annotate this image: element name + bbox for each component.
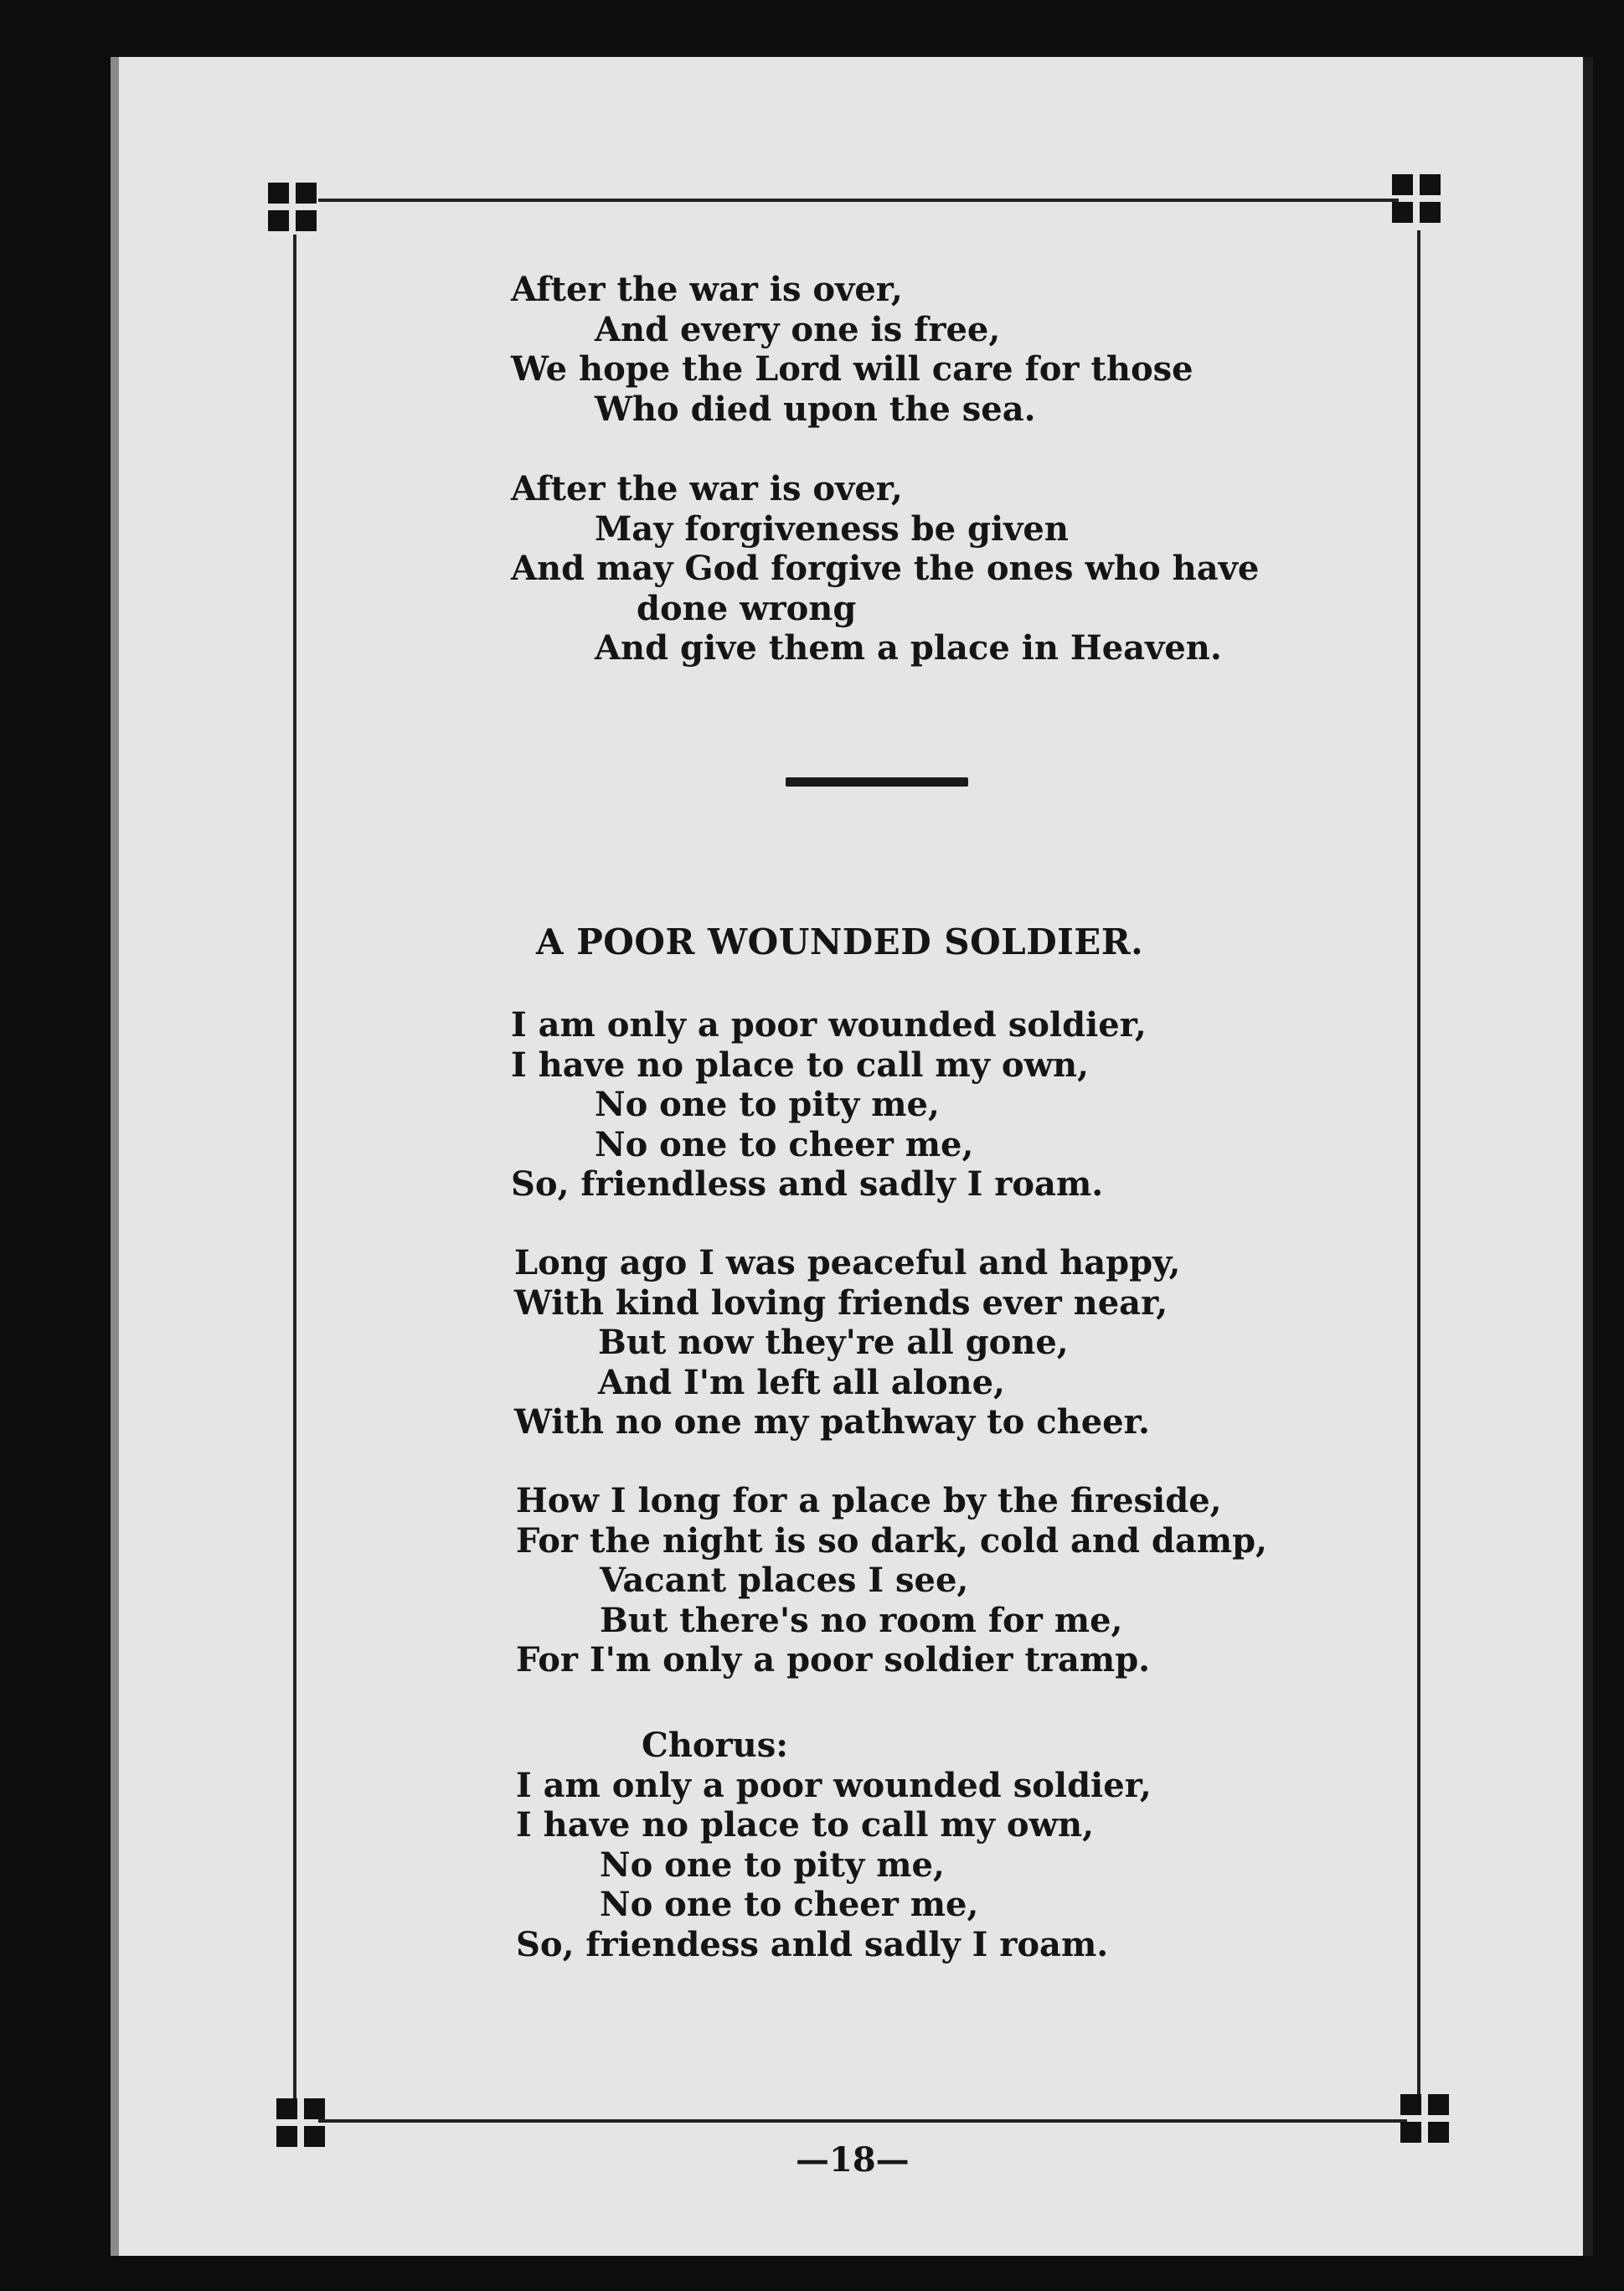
- poem-line: Long ago I was peaceful and happy,: [514, 1243, 1181, 1282]
- poem-line: And every one is free,: [595, 309, 1001, 349]
- section-divider: [786, 777, 968, 787]
- poem-line: After the war is over,: [511, 469, 903, 508]
- poem-line: And may God forgive the ones who have: [511, 549, 1260, 588]
- stanza-block-top-1: [511, 270, 1194, 429]
- poem-line: done wrong: [637, 588, 857, 628]
- poem-line: For I'm only a poor soldier tramp.: [516, 1640, 1151, 1680]
- poem-line: No one to pity me,: [595, 1085, 940, 1124]
- stanza-block-3: [516, 1481, 1267, 1680]
- poem-line: Who died upon the sea.: [595, 389, 1036, 429]
- poem-line: May forgiveness be given: [595, 508, 1069, 549]
- poem-line: But there's no room for me,: [600, 1600, 1123, 1640]
- stanza-block-2: [514, 1243, 1180, 1442]
- poem-line: With no one my pathway to cheer.: [514, 1402, 1150, 1442]
- frame-bottom-line: [318, 2119, 1407, 2123]
- poem-line: No one to cheer me,: [600, 1885, 979, 1924]
- poem-line: I am only a poor wounded soldier,: [516, 1765, 1152, 1805]
- corner-ornament-bottom-left: [276, 2098, 325, 2147]
- poem-line: We hope the Lord will care for those: [511, 349, 1194, 389]
- poem-line: So, friendess anld sadly I roam.: [516, 1924, 1109, 1964]
- poem-line: I have no place to call my own,: [516, 1805, 1095, 1845]
- stanza-block-1: [511, 1005, 1147, 1205]
- chorus-label: Chorus:: [642, 1726, 789, 1765]
- poem-line: After the war is over,: [511, 270, 903, 309]
- page-edge: [1583, 57, 1593, 2256]
- poem-line: For the night is so dark, cold and damp,: [516, 1520, 1267, 1561]
- frame-left-line: [293, 235, 296, 2099]
- corner-ornament-top-left: [268, 183, 317, 231]
- poem-title: A POOR WOUNDED SOLDIER.: [536, 921, 1144, 962]
- poem-line: But now they're all gone,: [598, 1323, 1069, 1362]
- chorus-block: [516, 1726, 1152, 1964]
- poem-line: With kind loving friends ever near,: [514, 1282, 1168, 1323]
- poem-line: I have no place to call my own,: [511, 1045, 1090, 1085]
- poem-line: I am only a poor wounded soldier,: [511, 1005, 1147, 1045]
- stanza-block-top-2: [511, 469, 1259, 668]
- poem-line: No one to pity me,: [600, 1845, 945, 1885]
- page-number: —18—: [796, 2140, 910, 2180]
- poem-line: And give them a place in Heaven.: [595, 628, 1222, 668]
- frame-right-line: [1417, 230, 1420, 2095]
- corner-ornament-top-right: [1392, 174, 1441, 223]
- poem-line: How I long for a place by the fireside,: [516, 1481, 1222, 1520]
- poem-line: No one to cheer me,: [595, 1124, 974, 1164]
- poem-line: And I'm left all alone,: [598, 1362, 1005, 1402]
- poem-line: Vacant places I see,: [600, 1561, 969, 1600]
- corner-ornament-bottom-right: [1400, 2094, 1449, 2143]
- poem-line: So, friendless and sadly I roam.: [511, 1164, 1104, 1204]
- frame-top-line: [318, 199, 1399, 202]
